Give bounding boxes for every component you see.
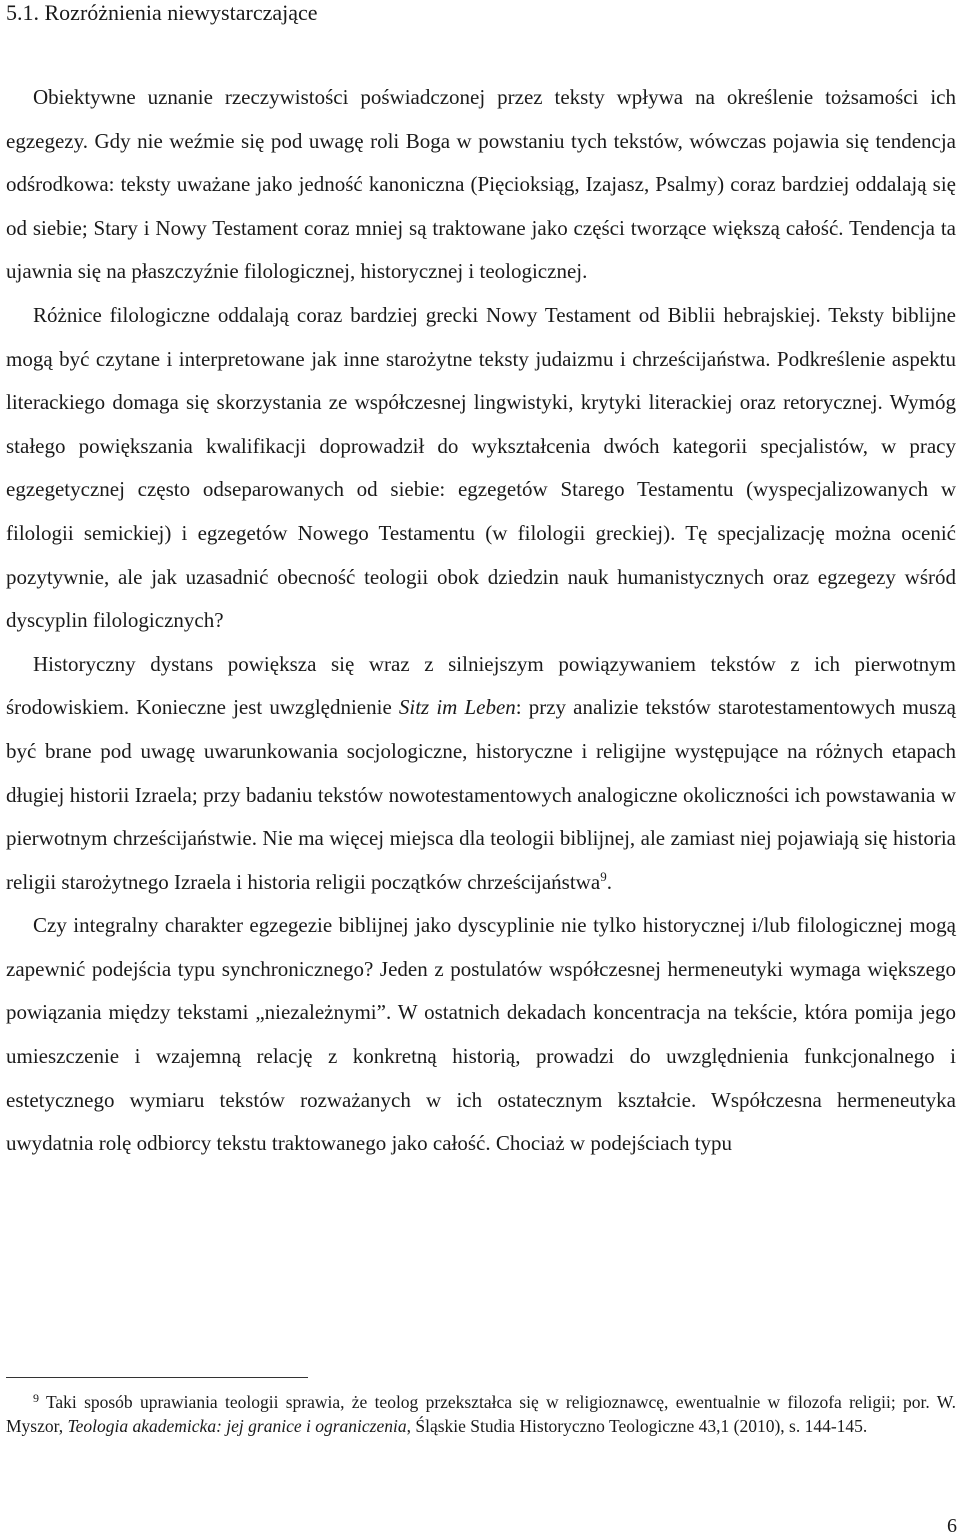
footnote-italic-title: Teologia akademicka: jej granice i ograniczenia [67, 1416, 407, 1436]
footnote-separator [6, 1377, 308, 1378]
footnote-number: 9 [33, 1391, 39, 1405]
paragraph-3-text-start: Historyczny dystans powiększa się wraz z silniejszym powiązywaniem tekstów z ich pierwotnym środowiskiem. Konieczne jest uwzględnienie [6, 651, 956, 720]
footnote-reference[interactable]: 9 [600, 868, 607, 884]
section-heading: 5.1. Rozróżnienia niewystarczające [6, 0, 318, 25]
paragraph-1: Obiektywne uznanie rzeczywistości poświadczonej przez teksty wpływa na określenie tożsamości ich egzegezy. Gdy nie weźmie się pod uwagę roli Boga w powstaniu tych tekstów, wówczas pojawia się tendencja odśrodkowa: teksty uważane jako jedność kanoniczna (Pięcioksiąg, Izajasz, Psalmy) coraz bardziej oddalają się od siebie; Stary i Nowy Testament coraz mniej są traktowane jako części tworzące większą całość. Tendencja ta ujawnia się na płaszczyźnie filologicznej, historycznej i teologicznej. [6, 85, 956, 284]
page-number: 6 [947, 1515, 957, 1537]
paragraph-3-italic-term: Sitz im Leben [398, 695, 516, 720]
footnote-text-start: Taki sposób uprawiania teologii sprawia, że teolog przekształca się w religioznawcę, ewentualnie w filozofa religii; por. W. Myszor, [6, 1392, 956, 1436]
footnote [6, 1390, 956, 1438]
paragraph-4: Czy integralny charakter egzegezie biblijnej jako dyscyplinie nie tylko historycznej i/lub filologicznej mogą zapewnić podejścia typu synchronicznego? Jeden z postulatów współczesnej hermeneutyki wymaga większego powiązania między tekstami „niezależnymi”. W ostatnich dekadach koncentracja na tekście, która pomija jego umieszczenie i wzajemną relację z konkretną historią, prowadzi do uwzględnienia funkcjonalnego i estetycznego wymiaru tekstów rozważanych w ich ostatecznym kształcie. Współczesna hermeneutyka uwydatnia rolę odbiorcy tekstu traktowanego jako całość. Chociaż w podejściach typu [6, 913, 956, 1156]
paragraph-3 [6, 643, 956, 905]
paragraph-2: Różnice filologiczne oddalają coraz bardziej grecki Nowy Testament od Biblii hebrajskiej. Teksty biblijne mogą być czytane i interpretowane jak inne starożytne teksty judaizmu i chrześcijaństwa. Podkreślenie aspektu literackiego domaga się skorzystania ze współczesnej lingwistyki, krytyki literackiej oraz retorycznej. Wymóg stałego powiększania kwalifikacji doprowadził do wykształcenia dwóch kategorii specjalistów, w pracy egzegetycznej często odseparowanych od siebie: egzegetów Starego Testamentu (wyspecjalizowanych w filologii semickiej) i egzegetów Nowego Testamentu (w filologii greckiej). Tę specjalizację można ocenić pozytywnie, ale jak uzasadnić obecność teologii obok dziedzin nauk humanistycznych oraz egzegezy wśród dyscyplin filologicznych? [6, 302, 956, 633]
body-text [6, 76, 956, 1166]
paragraph-3-text-main: : przy analizie tekstów starotestamentowych muszą być brane pod uwagę uwarunkowania socjologiczne, historyczne i religijne występujące na różnych etapach długiej historii Izraela; przy badaniu tekstów nowotestamentowych analogiczne okoliczności ich powstawania w pierwotnym chrześcijaństwie. Nie ma więcej miejsca dla teologii biblijnej, ale zamiast niej pojawiają się historia religii starożytnego Izraela i historia religii początków chrześcijaństwa [6, 695, 956, 894]
paragraph-3-text-end: . [606, 869, 612, 894]
footnote-text-end: , Śląskie Studia Historyczno Teologiczne 43,1 (2010), s. 144-145. [406, 1416, 868, 1436]
